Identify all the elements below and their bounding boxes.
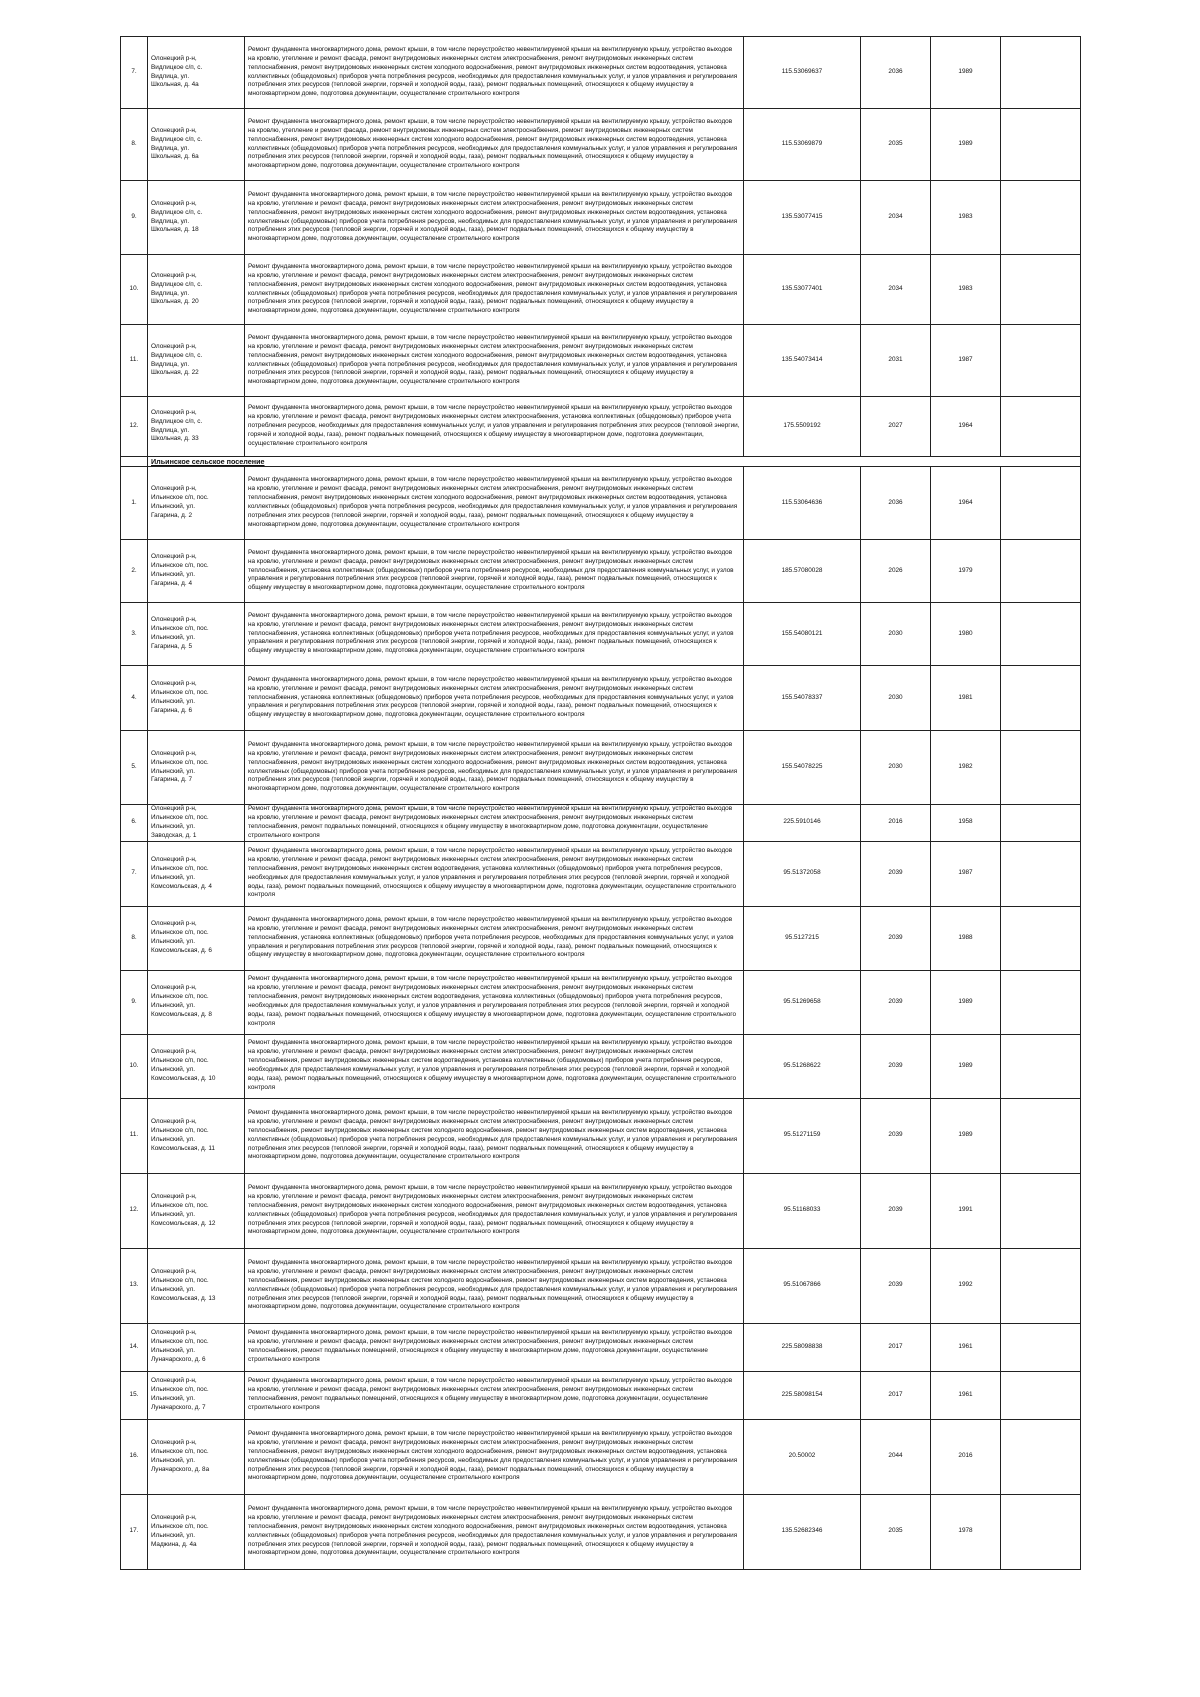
planned-year-cell: 2035 xyxy=(861,1494,931,1569)
empty-cell xyxy=(1001,1494,1081,1569)
row-number-cell: 4. xyxy=(121,666,148,731)
address-cell: Олонецкий р-н, Ильинское с/п, пос. Ильинский, ул. Комсомольская, д. 8 xyxy=(148,970,245,1034)
address-cell: Олонецкий р-н, Ильинское с/п, пос. Ильинский, ул. Луначарского, д. 7 xyxy=(148,1371,245,1419)
table-row xyxy=(121,841,1081,906)
area-cell: 95.51372058 xyxy=(744,841,861,906)
area-cell: 155.54080121 xyxy=(744,603,861,666)
empty-cell xyxy=(1001,731,1081,805)
work-description-cell: Ремонт фундамента многоквартирного дома, ремонт крыши, в том числе переустройство невентилируемой крыши на вентилируемую крышу, устройство выходов на кровлю, утепление и ремонт фасада, ремонт внутридомовых инженерных систем электроснабжения, ремонт внутридомовых инженерных систем теплоснабжения, ремонт внутридомовых инженерных систем водоотведения, установка коллективных (общедомовых) приборов учета потребления ресурсов, необходимых для предоставления коммунальных услуг, и узлов управления и регулирования потребления этих ресурсов (тепловой энергии, горячей и холодной воды, газа), ремонт подвальных помещений, относящихся к общему имуществу в многоквартирном доме, подготовка документации, осуществление строительного контроля xyxy=(245,841,744,906)
table-row xyxy=(121,1248,1081,1323)
built-year-cell: 1989 xyxy=(931,37,1001,109)
work-description-cell: Ремонт фундамента многоквартирного дома, ремонт крыши, в том числе переустройство невентилируемой крыши на вентилируемую крышу, устройство выходов на кровлю, утепление и ремонт фасада, ремонт внутридомовых инженерных систем электроснабжения, ремонт внутридомовых инженерных систем теплоснабжения, установка коллективных (общедомовых) приборов учета потребления ресурсов, необходимых для предоставления коммунальных услуг, и узлов управления и регулирования потребления этих ресурсов (тепловой энергии, горячей и холодной воды, газа), ремонт подвальных помещений, относящихся к общему имуществу в многоквартирном доме, подготовка документации, осуществление строительного контроля xyxy=(245,540,744,603)
empty-cell xyxy=(1001,906,1081,970)
address-cell: Олонецкий р-н, Ильинское с/п, пос. Ильинский, ул. Гагарина, д. 4 xyxy=(148,540,245,603)
area-cell: 20.50002 xyxy=(744,1419,861,1494)
work-description-cell: Ремонт фундамента многоквартирного дома, ремонт крыши, в том числе переустройство невентилируемой крыши на вентилируемую крышу, устройство выходов на кровлю, утепление и ремонт фасада, ремонт внутридомовых инженерных систем электроснабжения, ремонт внутридомовых инженерных систем теплоснабжения, ремонт подвальных помещений, относящихся к общему имуществу в многоквартирном доме, подготовка документации, осуществление строительного контроля xyxy=(245,805,744,842)
area-cell: 135.54073414 xyxy=(744,325,861,397)
address-cell: Олонецкий р-н, Видлицкое с/п, с. Видлица, ул. Школьная, д. 33 xyxy=(148,397,245,457)
empty-cell xyxy=(1001,325,1081,397)
address-cell: Олонецкий р-н, Ильинское с/п, пос. Ильинский, ул. Луначарского, д. 8а xyxy=(148,1419,245,1494)
planned-year-cell: 2030 xyxy=(861,603,931,666)
table-row xyxy=(121,1173,1081,1248)
row-number-cell: 7. xyxy=(121,37,148,109)
built-year-cell: 1982 xyxy=(931,731,1001,805)
built-year-cell: 1980 xyxy=(931,603,1001,666)
area-cell: 95.51269658 xyxy=(744,970,861,1034)
planned-year-cell: 2027 xyxy=(861,397,931,457)
empty-cell xyxy=(1001,666,1081,731)
built-year-cell: 1961 xyxy=(931,1323,1001,1371)
address-cell: Олонецкий р-н, Ильинское с/п, пос. Ильинский, ул. Гагарина, д. 2 xyxy=(148,467,245,540)
empty-cell xyxy=(1001,1323,1081,1371)
row-number-cell: 16. xyxy=(121,1419,148,1494)
table-row xyxy=(121,467,1081,540)
planned-year-cell: 2039 xyxy=(861,1098,931,1173)
row-number-cell: 11. xyxy=(121,1098,148,1173)
table-row xyxy=(121,1371,1081,1419)
work-description-cell: Ремонт фундамента многоквартирного дома, ремонт крыши, в том числе переустройство невентилируемой крыши на вентилируемую крышу, устройство выходов на кровлю, утепление и ремонт фасада, ремонт внутридомовых инженерных систем электроснабжения, ремонт внутридомовых инженерных систем теплоснабжения, ремонт подвальных помещений, относящихся к общему имуществу в многоквартирном доме, подготовка документации, осуществление строительного контроля xyxy=(245,1371,744,1419)
row-number-cell: 17. xyxy=(121,1494,148,1569)
planned-year-cell: 2030 xyxy=(861,731,931,805)
address-cell: Олонецкий р-н, Ильинское с/п, пос. Ильинский, ул. Гагарина, д. 5 xyxy=(148,603,245,666)
planned-year-cell: 2016 xyxy=(861,805,931,842)
table-row xyxy=(121,1494,1081,1569)
planned-year-cell: 2039 xyxy=(861,1248,931,1323)
empty-cell xyxy=(1001,540,1081,603)
address-cell: Олонецкий р-н, Ильинское с/п, пос. Ильинский, ул. Комсомольская, д. 12 xyxy=(148,1173,245,1248)
table-row xyxy=(121,37,1081,109)
built-year-cell: 1991 xyxy=(931,1173,1001,1248)
built-year-cell: 1958 xyxy=(931,805,1001,842)
row-number-cell: 15. xyxy=(121,1371,148,1419)
row-number-cell: 14. xyxy=(121,1323,148,1371)
empty-cell xyxy=(1001,1371,1081,1419)
built-year-cell: 1992 xyxy=(931,1248,1001,1323)
table-row xyxy=(121,1098,1081,1173)
built-year-cell: 1989 xyxy=(931,1034,1001,1098)
work-description-cell: Ремонт фундамента многоквартирного дома, ремонт крыши, в том числе переустройство невентилируемой крыши на вентилируемую крышу, устройство выходов на кровлю, утепление и ремонт фасада, ремонт внутридомовых инженерных систем электроснабжения, ремонт внутридомовых инженерных систем теплоснабжения, ремонт внутридомовых инженерных систем холодного водоснабжения, ремонт внутридомовых инженерных систем водоотведения, установка коллективных (общедомовых) приборов учета потребления ресурсов, необходимых для предоставления коммунальных услуг, и узлов управления и регулирования потребления этих ресурсов (тепловой энергии, горячей и холодной воды, газа), ремонт подвальных помещений, относящихся к общему имуществу в многоквартирном доме, подготовка документации, осуществление строительного контроля xyxy=(245,1173,744,1248)
empty-cell xyxy=(1001,970,1081,1034)
section-spacer-cell xyxy=(121,457,148,467)
built-year-cell: 1987 xyxy=(931,325,1001,397)
planned-year-cell: 2017 xyxy=(861,1371,931,1419)
work-description-cell: Ремонт фундамента многоквартирного дома, ремонт крыши, в том числе переустройство невентилируемой крыши на вентилируемую крышу, устройство выходов на кровлю, утепление и ремонт фасада, ремонт внутридомовых инженерных систем электроснабжения, ремонт внутридомовых инженерных систем теплоснабжения, ремонт внутридомовых инженерных систем холодного водоснабжения, ремонт внутридомовых инженерных систем водоотведения, установка коллективных (общедомовых) приборов учета потребления ресурсов, необходимых для предоставления коммунальных услуг, и узлов управления и регулирования потребления этих ресурсов (тепловой энергии, горячей и холодной воды, газа), ремонт подвальных помещений, относящихся к общему имуществу в многоквартирном доме, подготовка документации, осуществление строительного контроля xyxy=(245,731,744,805)
row-number-cell: 3. xyxy=(121,603,148,666)
table-row xyxy=(121,603,1081,666)
area-cell: 225.58098838 xyxy=(744,1323,861,1371)
work-description-cell: Ремонт фундамента многоквартирного дома, ремонт крыши, в том числе переустройство невентилируемой крыши на вентилируемую крышу, устройство выходов на кровлю, утепление и ремонт фасада, ремонт внутридомовых инженерных систем электроснабжения, ремонт внутридомовых инженерных систем теплоснабжения, ремонт внутридомовых инженерных систем холодного водоснабжения, ремонт внутридомовых инженерных систем водоотведения, установка коллективных (общедомовых) приборов учета потребления ресурсов, необходимых для предоставления коммунальных услуг, и узлов управления и регулирования потребления этих ресурсов (тепловой энергии, горячей и холодной воды, газа), ремонт подвальных помещений, относящихся к общему имуществу в многоквартирном доме, подготовка документации, осуществление строительного контроля xyxy=(245,1248,744,1323)
planned-year-cell: 2034 xyxy=(861,255,931,325)
table-row xyxy=(121,906,1081,970)
work-description-cell: Ремонт фундамента многоквартирного дома, ремонт крыши, в том числе переустройство невентилируемой крыши на вентилируемую крышу, устройство выходов на кровлю, утепление и ремонт фасада, ремонт внутридомовых инженерных систем электроснабжения, ремонт внутридомовых инженерных систем теплоснабжения, ремонт внутридомовых инженерных систем холодного водоснабжения, ремонт внутридомовых инженерных систем водоотведения, установка коллективных (общедомовых) приборов учета потребления ресурсов, необходимых для предоставления коммунальных услуг, и узлов управления и регулирования потребления этих ресурсов (тепловой энергии, горячей и холодной воды, газа), ремонт подвальных помещений, относящихся к общему имуществу в многоквартирном доме, подготовка документации, осуществление строительного контроля xyxy=(245,37,744,109)
area-cell: 225.58098154 xyxy=(744,1371,861,1419)
work-description-cell: Ремонт фундамента многоквартирного дома, ремонт крыши, в том числе переустройство невентилируемой крыши на вентилируемую крышу, устройство выходов на кровлю, утепление и ремонт фасада, ремонт внутридомовых инженерных систем электроснабжения, ремонт внутридомовых инженерных систем теплоснабжения, ремонт внутридомовых инженерных систем водоотведения, установка коллективных (общедомовых) приборов учета потребления ресурсов, необходимых для предоставления коммунальных услуг, и узлов управления и регулирования потребления этих ресурсов (тепловой энергии, горячей и холодной воды, газа), ремонт подвальных помещений, относящихся к общему имуществу в многоквартирном доме, подготовка документации, осуществление строительного контроля xyxy=(245,970,744,1034)
section-title: Ильинское сельское поселение xyxy=(148,457,1081,467)
area-cell: 225.5910146 xyxy=(744,805,861,842)
area-cell: 95.51168033 xyxy=(744,1173,861,1248)
area-cell: 95.5127215 xyxy=(744,906,861,970)
row-number-cell: 9. xyxy=(121,970,148,1034)
table-row xyxy=(121,805,1081,842)
work-description-cell: Ремонт фундамента многоквартирного дома, ремонт крыши, в том числе переустройство невентилируемой крыши на вентилируемую крышу, устройство выходов на кровлю, утепление и ремонт фасада, ремонт внутридомовых инженерных систем электроснабжения, ремонт внутридомовых инженерных систем теплоснабжения, установка коллективных (общедомовых) приборов учета потребления ресурсов, необходимых для предоставления коммунальных услуг, и узлов управления и регулирования потребления этих ресурсов (тепловой энергии, горячей и холодной воды, газа), ремонт подвальных помещений, относящихся к общему имуществу в многоквартирном доме, подготовка документации, осуществление строительного контроля xyxy=(245,666,744,731)
document-page xyxy=(120,36,1080,1570)
address-cell: Олонецкий р-н, Ильинское с/п, пос. Ильинский, ул. Луначарского, д. 6 xyxy=(148,1323,245,1371)
address-cell: Олонецкий р-н, Ильинское с/п, пос. Ильинский, ул. Комсомольская, д. 6 xyxy=(148,906,245,970)
table-row xyxy=(121,970,1081,1034)
work-description-cell: Ремонт фундамента многоквартирного дома, ремонт крыши, в том числе переустройство невентилируемой крыши на вентилируемую крышу, устройство выходов на кровлю, утепление и ремонт фасада, ремонт внутридомовых инженерных систем электроснабжения, установка коллективных (общедомовых) приборов учета потребления ресурсов, необходимых для предоставления коммунальных услуг, и узлов управления и регулирования потребления этих ресурсов (тепловой энергии, горячей и холодной воды, газа), ремонт подвальных помещений, относящихся к общему имуществу в многоквартирном доме, подготовка документации, осуществление строительного контроля xyxy=(245,397,744,457)
area-cell: 95.51268622 xyxy=(744,1034,861,1098)
row-number-cell: 5. xyxy=(121,731,148,805)
area-cell: 185.57080028 xyxy=(744,540,861,603)
area-cell: 175.5509192 xyxy=(744,397,861,457)
row-number-cell: 9. xyxy=(121,181,148,255)
row-number-cell: 6. xyxy=(121,805,148,842)
address-cell: Олонецкий р-н, Видлицкое с/п, с. Видлица, ул. Школьная, д. 18 xyxy=(148,181,245,255)
table-row xyxy=(121,181,1081,255)
table-row xyxy=(121,1323,1081,1371)
area-cell: 135.52682346 xyxy=(744,1494,861,1569)
planned-year-cell: 2036 xyxy=(861,467,931,540)
built-year-cell: 1979 xyxy=(931,540,1001,603)
address-cell: Олонецкий р-н, Видлицкое с/п, с. Видлица, ул. Школьная, д. 4а xyxy=(148,37,245,109)
row-number-cell: 8. xyxy=(121,906,148,970)
address-cell: Олонецкий р-н, Ильинское с/п, пос. Ильинский, ул. Маджина, д. 4а xyxy=(148,1494,245,1569)
empty-cell xyxy=(1001,1098,1081,1173)
work-description-cell: Ремонт фундамента многоквартирного дома, ремонт крыши, в том числе переустройство невентилируемой крыши на вентилируемую крышу, устройство выходов на кровлю, утепление и ремонт фасада, ремонт внутридомовых инженерных систем электроснабжения, ремонт внутридомовых инженерных систем теплоснабжения, ремонт внутридомовых инженерных систем холодного водоснабжения, ремонт внутридомовых инженерных систем водоотведения, установка коллективных (общедомовых) приборов учета потребления ресурсов, необходимых для предоставления коммунальных услуг, и узлов управления и регулирования потребления этих ресурсов (тепловой энергии, горячей и холодной воды, газа), ремонт подвальных помещений, относящихся к общему имуществу в многоквартирном доме, подготовка документации, осуществление строительного контроля xyxy=(245,109,744,181)
work-description-cell: Ремонт фундамента многоквартирного дома, ремонт крыши, в том числе переустройство невентилируемой крыши на вентилируемую крышу, устройство выходов на кровлю, утепление и ремонт фасада, ремонт внутридомовых инженерных систем электроснабжения, ремонт внутридомовых инженерных систем теплоснабжения, ремонт внутридомовых инженерных систем холодного водоснабжения, ремонт внутридомовых инженерных систем водоотведения, установка коллективных (общедомовых) приборов учета потребления ресурсов, необходимых для предоставления коммунальных услуг, и узлов управления и регулирования потребления этих ресурсов (тепловой энергии, горячей и холодной воды, газа), ремонт подвальных помещений, относящихся к общему имуществу в многоквартирном доме, подготовка документации, осуществление строительного контроля xyxy=(245,325,744,397)
area-cell: 135.53077401 xyxy=(744,255,861,325)
work-description-cell: Ремонт фундамента многоквартирного дома, ремонт крыши, в том числе переустройство невентилируемой крыши на вентилируемую крышу, устройство выходов на кровлю, утепление и ремонт фасада, ремонт внутридомовых инженерных систем электроснабжения, ремонт внутридомовых инженерных систем теплоснабжения, ремонт внутридомовых инженерных систем холодного водоснабжения, ремонт внутридомовых инженерных систем водоотведения, установка коллективных (общедомовых) приборов учета потребления ресурсов, необходимых для предоставления коммунальных услуг, и узлов управления и регулирования потребления этих ресурсов (тепловой энергии, горячей и холодной воды, газа), ремонт подвальных помещений, относящихся к общему имуществу в многоквартирном доме, подготовка документации, осуществление строительного контроля xyxy=(245,1419,744,1494)
area-cell: 95.51067866 xyxy=(744,1248,861,1323)
built-year-cell: 1989 xyxy=(931,1098,1001,1173)
row-number-cell: 1. xyxy=(121,467,148,540)
work-description-cell: Ремонт фундамента многоквартирного дома, ремонт крыши, в том числе переустройство невентилируемой крыши на вентилируемую крышу, устройство выходов на кровлю, утепление и ремонт фасада, ремонт внутридомовых инженерных систем электроснабжения, ремонт внутридомовых инженерных систем теплоснабжения, ремонт внутридомовых инженерных систем холодного водоснабжения, ремонт внутридомовых инженерных систем водоотведения, установка коллективных (общедомовых) приборов учета потребления ресурсов, необходимых для предоставления коммунальных услуг, и узлов управления и регулирования потребления этих ресурсов (тепловой энергии, горячей и холодной воды, газа), ремонт подвальных помещений, относящихся к общему имуществу в многоквартирном доме, подготовка документации, осуществление строительного контроля xyxy=(245,1098,744,1173)
address-cell: Олонецкий р-н, Ильинское с/п, пос. Ильинский, ул. Гагарина, д. 7 xyxy=(148,731,245,805)
planned-year-cell: 2039 xyxy=(861,1173,931,1248)
planned-year-cell: 2039 xyxy=(861,970,931,1034)
row-number-cell: 12. xyxy=(121,397,148,457)
table-body xyxy=(121,37,1081,1570)
planned-year-cell: 2036 xyxy=(861,37,931,109)
area-cell: 95.51271159 xyxy=(744,1098,861,1173)
row-number-cell: 8. xyxy=(121,109,148,181)
area-cell: 155.54078225 xyxy=(744,731,861,805)
empty-cell xyxy=(1001,1248,1081,1323)
row-number-cell: 12. xyxy=(121,1173,148,1248)
built-year-cell: 1989 xyxy=(931,109,1001,181)
planned-year-cell: 2034 xyxy=(861,181,931,255)
area-cell: 135.53077415 xyxy=(744,181,861,255)
row-number-cell: 10. xyxy=(121,255,148,325)
table-row xyxy=(121,540,1081,603)
area-cell: 155.54078337 xyxy=(744,666,861,731)
planned-year-cell: 2030 xyxy=(861,666,931,731)
empty-cell xyxy=(1001,841,1081,906)
work-description-cell: Ремонт фундамента многоквартирного дома, ремонт крыши, в том числе переустройство невентилируемой крыши на вентилируемую крышу, устройство выходов на кровлю, утепление и ремонт фасада, ремонт внутридомовых инженерных систем электроснабжения, ремонт внутридомовых инженерных систем теплоснабжения, ремонт внутридомовых инженерных систем холодного водоснабжения, ремонт внутридомовых инженерных систем водоотведения, установка коллективных (общедомовых) приборов учета потребления ресурсов, необходимых для предоставления коммунальных услуг, и узлов управления и регулирования потребления этих ресурсов (тепловой энергии, горячей и холодной воды, газа), ремонт подвальных помещений, относящихся к общему имуществу в многоквартирном доме, подготовка документации, осуществление строительного контроля xyxy=(245,467,744,540)
planned-year-cell: 2031 xyxy=(861,325,931,397)
work-description-cell: Ремонт фундамента многоквартирного дома, ремонт крыши, в том числе переустройство невентилируемой крыши на вентилируемую крышу, устройство выходов на кровлю, утепление и ремонт фасада, ремонт внутридомовых инженерных систем электроснабжения, ремонт внутридомовых инженерных систем теплоснабжения, установка коллективных (общедомовых) приборов учета потребления ресурсов, необходимых для предоставления коммунальных услуг, и узлов управления и регулирования потребления этих ресурсов (тепловой энергии, горячей и холодной воды, газа), ремонт подвальных помещений, относящихся к общему имуществу в многоквартирном доме, подготовка документации, осуществление строительного контроля xyxy=(245,603,744,666)
table-row xyxy=(121,325,1081,397)
built-year-cell: 1964 xyxy=(931,397,1001,457)
table-row xyxy=(121,1034,1081,1098)
planned-year-cell: 2026 xyxy=(861,540,931,603)
table-row xyxy=(121,731,1081,805)
built-year-cell: 1983 xyxy=(931,255,1001,325)
planned-year-cell: 2044 xyxy=(861,1419,931,1494)
area-cell: 115.53069637 xyxy=(744,37,861,109)
area-cell: 115.53069879 xyxy=(744,109,861,181)
empty-cell xyxy=(1001,397,1081,457)
address-cell: Олонецкий р-н, Ильинское с/п, пос. Ильинский, ул. Комсомольская, д. 10 xyxy=(148,1034,245,1098)
planned-year-cell: 2039 xyxy=(861,841,931,906)
empty-cell xyxy=(1001,805,1081,842)
row-number-cell: 10. xyxy=(121,1034,148,1098)
repair-program-table xyxy=(120,36,1081,1570)
built-year-cell: 1978 xyxy=(931,1494,1001,1569)
built-year-cell: 1989 xyxy=(931,970,1001,1034)
built-year-cell: 1981 xyxy=(931,666,1001,731)
table-row xyxy=(121,1419,1081,1494)
table-row xyxy=(121,397,1081,457)
work-description-cell: Ремонт фундамента многоквартирного дома, ремонт крыши, в том числе переустройство невентилируемой крыши на вентилируемую крышу, устройство выходов на кровлю, утепление и ремонт фасада, ремонт внутридомовых инженерных систем электроснабжения, ремонт внутридомовых инженерных систем теплоснабжения, установка коллективных (общедомовых) приборов учета потребления ресурсов, необходимых для предоставления коммунальных услуг, и узлов управления и регулирования потребления этих ресурсов (тепловой энергии, горячей и холодной воды, газа), ремонт подвальных помещений, относящихся к общему имуществу в многоквартирном доме, подготовка документации, осуществление строительного контроля xyxy=(245,906,744,970)
built-year-cell: 1987 xyxy=(931,841,1001,906)
empty-cell xyxy=(1001,181,1081,255)
row-number-cell: 2. xyxy=(121,540,148,603)
empty-cell xyxy=(1001,109,1081,181)
built-year-cell: 1964 xyxy=(931,467,1001,540)
built-year-cell: 2016 xyxy=(931,1419,1001,1494)
empty-cell xyxy=(1001,1419,1081,1494)
built-year-cell: 1983 xyxy=(931,181,1001,255)
area-cell: 115.53064636 xyxy=(744,467,861,540)
planned-year-cell: 2039 xyxy=(861,1034,931,1098)
empty-cell xyxy=(1001,255,1081,325)
address-cell: Олонецкий р-н, Ильинское с/п, пос. Ильинский, ул. Комсомольская, д. 4 xyxy=(148,841,245,906)
section-header-row xyxy=(121,457,1081,467)
row-number-cell: 13. xyxy=(121,1248,148,1323)
row-number-cell: 7. xyxy=(121,841,148,906)
address-cell: Олонецкий р-н, Ильинское с/п, пос. Ильинский, ул. Комсомольская, д. 11 xyxy=(148,1098,245,1173)
work-description-cell: Ремонт фундамента многоквартирного дома, ремонт крыши, в том числе переустройство невентилируемой крыши на вентилируемую крышу, устройство выходов на кровлю, утепление и ремонт фасада, ремонт внутридомовых инженерных систем электроснабжения, ремонт внутридомовых инженерных систем теплоснабжения, ремонт внутридомовых инженерных систем водоотведения, установка коллективных (общедомовых) приборов учета потребления ресурсов, необходимых для предоставления коммунальных услуг, и узлов управления и регулирования потребления этих ресурсов (тепловой энергии, горячей и холодной воды, газа), ремонт подвальных помещений, относящихся к общему имуществу в многоквартирном доме, подготовка документации, осуществление строительного контроля xyxy=(245,1034,744,1098)
planned-year-cell: 2039 xyxy=(861,906,931,970)
planned-year-cell: 2017 xyxy=(861,1323,931,1371)
table-row xyxy=(121,666,1081,731)
empty-cell xyxy=(1001,1173,1081,1248)
work-description-cell: Ремонт фундамента многоквартирного дома, ремонт крыши, в том числе переустройство невентилируемой крыши на вентилируемую крышу, устройство выходов на кровлю, утепление и ремонт фасада, ремонт внутридомовых инженерных систем электроснабжения, ремонт внутридомовых инженерных систем теплоснабжения, ремонт внутридомовых инженерных систем холодного водоснабжения, ремонт внутридомовых инженерных систем водоотведения, установка коллективных (общедомовых) приборов учета потребления ресурсов, необходимых для предоставления коммунальных услуг, и узлов управления и регулирования потребления этих ресурсов (тепловой энергии, горячей и холодной воды, газа), ремонт подвальных помещений, относящихся к общему имуществу в многоквартирном доме, подготовка документации, осуществление строительного контроля xyxy=(245,255,744,325)
work-description-cell: Ремонт фундамента многоквартирного дома, ремонт крыши, в том числе переустройство невентилируемой крыши на вентилируемую крышу, устройство выходов на кровлю, утепление и ремонт фасада, ремонт внутридомовых инженерных систем электроснабжения, ремонт внутридомовых инженерных систем теплоснабжения, ремонт внутридомовых инженерных систем холодного водоснабжения, ремонт внутридомовых инженерных систем водоотведения, установка коллективных (общедомовых) приборов учета потребления ресурсов, необходимых для предоставления коммунальных услуг, и узлов управления и регулирования потребления этих ресурсов (тепловой энергии, горячей и холодной воды, газа), ремонт подвальных помещений, относящихся к общему имуществу в многоквартирном доме, подготовка документации, осуществление строительного контроля xyxy=(245,181,744,255)
address-cell: Олонецкий р-н, Ильинское с/п, пос. Ильинский, ул. Заводская, д. 1 xyxy=(148,805,245,842)
address-cell: Олонецкий р-н, Видлицкое с/п, с. Видлица, ул. Школьная, д. 6а xyxy=(148,109,245,181)
row-number-cell: 11. xyxy=(121,325,148,397)
work-description-cell: Ремонт фундамента многоквартирного дома, ремонт крыши, в том числе переустройство невентилируемой крыши на вентилируемую крышу, устройство выходов на кровлю, утепление и ремонт фасада, ремонт внутридомовых инженерных систем электроснабжения, ремонт внутридомовых инженерных систем теплоснабжения, ремонт подвальных помещений, относящихся к общему имуществу в многоквартирном доме, подготовка документации, осуществление строительного контроля xyxy=(245,1323,744,1371)
work-description-cell: Ремонт фундамента многоквартирного дома, ремонт крыши, в том числе переустройство невентилируемой крыши на вентилируемую крышу, устройство выходов на кровлю, утепление и ремонт фасада, ремонт внутридомовых инженерных систем электроснабжения, ремонт внутридомовых инженерных систем теплоснабжения, ремонт внутридомовых инженерных систем холодного водоснабжения, ремонт внутридомовых инженерных систем водоотведения, установка коллективных (общедомовых) приборов учета потребления ресурсов, необходимых для предоставления коммунальных услуг, и узлов управления и регулирования потребления этих ресурсов (тепловой энергии, горячей и холодной воды, газа), ремонт подвальных помещений, относящихся к общему имуществу в многоквартирном доме, подготовка документации, осуществление строительного контроля xyxy=(245,1494,744,1569)
table-row xyxy=(121,255,1081,325)
built-year-cell: 1988 xyxy=(931,906,1001,970)
empty-cell xyxy=(1001,467,1081,540)
empty-cell xyxy=(1001,37,1081,109)
address-cell: Олонецкий р-н, Видлицкое с/п, с. Видлица, ул. Школьная, д. 22 xyxy=(148,325,245,397)
empty-cell xyxy=(1001,1034,1081,1098)
built-year-cell: 1961 xyxy=(931,1371,1001,1419)
address-cell: Олонецкий р-н, Ильинское с/п, пос. Ильинский, ул. Гагарина, д. 6 xyxy=(148,666,245,731)
empty-cell xyxy=(1001,603,1081,666)
address-cell: Олонецкий р-н, Видлицкое с/п, с. Видлица, ул. Школьная, д. 20 xyxy=(148,255,245,325)
planned-year-cell: 2035 xyxy=(861,109,931,181)
table-row xyxy=(121,109,1081,181)
address-cell: Олонецкий р-н, Ильинское с/п, пос. Ильинский, ул. Комсомольская, д. 13 xyxy=(148,1248,245,1323)
